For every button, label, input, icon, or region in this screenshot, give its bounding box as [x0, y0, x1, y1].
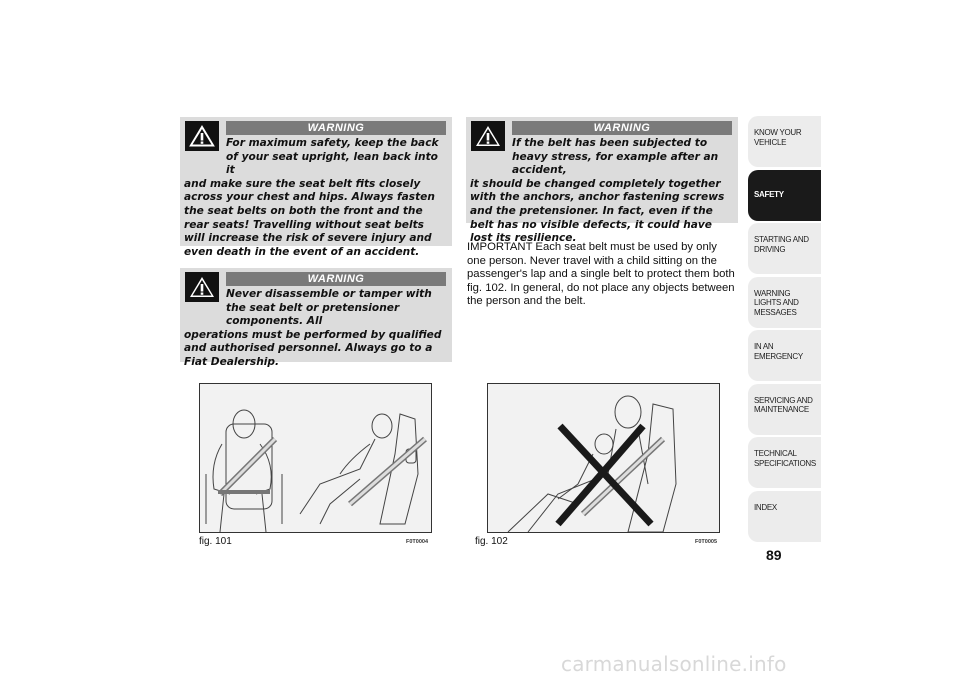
warning-text: [470, 137, 732, 246]
tab-warning-lights-and-messages[interactable]: WARNING LIGHTS AND MESSAGES: [748, 277, 821, 328]
section-tabs: [748, 116, 821, 544]
seated-passengers-illustration: [200, 384, 431, 532]
figure-101-code: F0T0004: [406, 539, 429, 545]
warning-box-2: [180, 268, 452, 368]
tab-safety[interactable]: SAFETY: [748, 170, 821, 221]
warning-text-indent: If the belt has been subjected to heavy stress, for example after an accident,: [512, 137, 719, 177]
warning-text-indent: For maximum safety, keep the back of your seat upright, lean back into it: [226, 137, 439, 177]
figure-101-label: fig. 101: [199, 536, 232, 547]
warning-title: WARNING: [226, 272, 446, 286]
tab-technical-specifications[interactable]: TECHNICAL SPECIFICATIONS: [748, 437, 821, 488]
tab-servicing-and-maintenance[interactable]: SERVICING AND MAINTENANCE: [748, 384, 821, 435]
warning-box-1: [180, 117, 452, 258]
warning-text: [184, 137, 446, 259]
page-number: 89: [766, 547, 782, 563]
warning-title: WARNING: [226, 121, 446, 135]
warning-title: WARNING: [512, 121, 732, 135]
warning-text-rest: operations must be performed by qualified and authorised personnel. Always go to a Fiat Dealership.: [184, 328, 442, 368]
warning-box-3: [466, 117, 738, 245]
warning-text: [184, 288, 446, 370]
watermark: carmanualsonline.info: [561, 652, 787, 676]
tab-index[interactable]: INDEX: [748, 491, 821, 542]
child-on-lap-illustration: [488, 384, 719, 532]
important-paragraph: IMPORTANT Each seat belt must be used by only one person. Never travel with a child sitting on the passenger's lap and a single belt to protect them both fig. 102. In general, do not place any objects between the person and the belt.: [467, 241, 735, 308]
tab-starting-and-driving[interactable]: STARTING AND DRIVING: [748, 223, 821, 274]
warning-triangle-icon: [185, 272, 219, 302]
warning-triangle-icon: [471, 121, 505, 151]
figure-102-label: fig. 102: [475, 536, 508, 547]
warning-text-rest: and make sure the seat belt fits closely across your chest and hips. Always fasten the seat belts on both the front and the rear seats! Travelling without seat belts will increase the risk of severe injury and even death in the event of an accident.: [184, 177, 435, 258]
figure-101-illustration: [199, 383, 432, 533]
figure-102-illustration: [487, 383, 720, 533]
warning-text-indent: Never disassemble or tamper with the seat belt or pretensioner components. All: [226, 288, 432, 328]
tab-in-an-emergency[interactable]: IN AN EMERGENCY: [748, 330, 821, 381]
figure-102-code: F0T0005: [695, 539, 718, 545]
warning-triangle-icon: [185, 121, 219, 151]
tab-know-your-vehicle[interactable]: KNOW YOUR VEHICLE: [748, 116, 821, 167]
warning-text-rest: it should be changed completely together with the anchors, anchor fastening screws and the pretensioner. In fact, even if the belt has no visible defects, it could have lost its resilience.: [470, 177, 725, 245]
